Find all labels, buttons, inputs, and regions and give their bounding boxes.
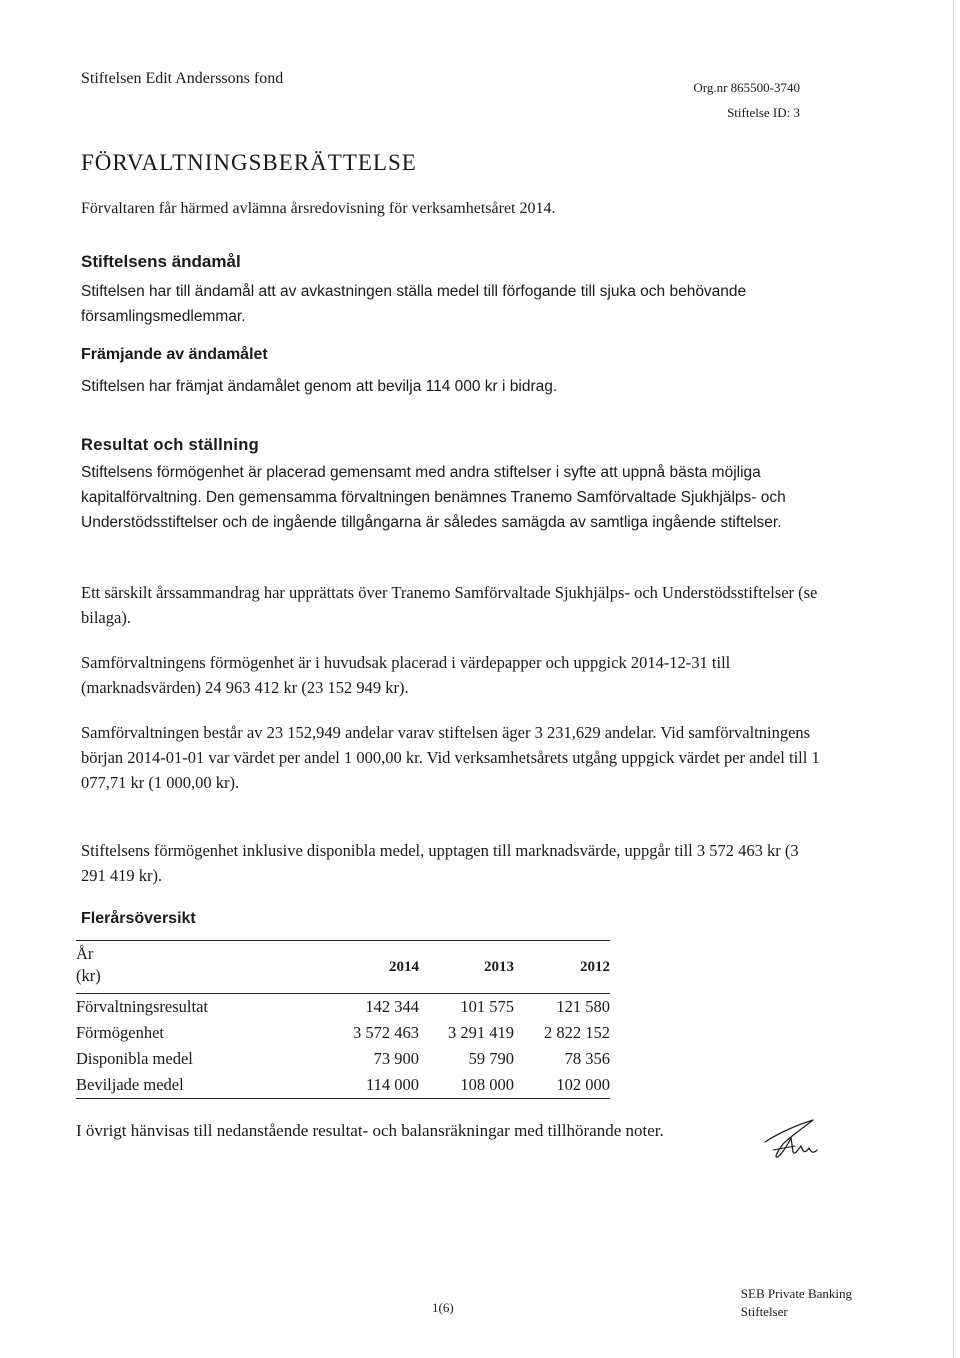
text-framjande: Stiftelsen har främjat ändamålet genom att bevilja 114 000 kr i bidrag.: [81, 378, 558, 395]
row-label: Förmögenhet: [76, 1023, 164, 1042]
row-value: 121 580: [556, 997, 610, 1016]
bank-department: Stiftelser: [740, 1304, 788, 1319]
foundation-name: Stiftelsen Edit Anderssons fond: [81, 70, 284, 87]
row-value: 3 572 463: [353, 1023, 419, 1042]
row-label: Disponibla medel: [76, 1049, 193, 1068]
heading-resultat: Resultat och ställning: [81, 436, 260, 454]
header-label-unit: (kr): [76, 966, 101, 985]
handwritten-signature: [755, 1112, 825, 1172]
row-label: Beviljade medel: [76, 1072, 309, 1099]
text-andamal: Stiftelsen har till ändamål att av avkastningen ställa medel till förfogande till sjuka och behövande församlingsmedlemmar.: [81, 283, 747, 325]
closing-text: I övrigt hänvisas till nedanstående resultat- och balansräkningar med tillhörande noter.: [76, 1121, 664, 1140]
table-row: [76, 1046, 610, 1072]
row-value: 3 291 419: [448, 1023, 514, 1042]
heading-flerars: Flerårsöversikt: [81, 910, 196, 927]
text-resultat-1: Stiftelsens förmögenhet är placerad gemensamt med andra stiftelser i syfte att uppnå bästa möjliga kapitalförvaltning. Den gemensamma förvaltningen benämnes Tranemo Samförvaltade Sjukhjälps- och Understödsstiftelser och de ingående tillgångarna är således samägda av samtliga ingående stiftelser.: [81, 464, 786, 531]
row-value: 102 000: [514, 1072, 610, 1099]
heading-andamal: Stiftelsens ändamål: [81, 252, 241, 271]
bank-footer: [741, 1285, 852, 1321]
bank-name: SEB Private Banking: [740, 1286, 852, 1301]
stiftelse-id: Stiftelse ID: 3: [727, 105, 800, 120]
row-value: 73 900: [373, 1049, 419, 1068]
table-row: [76, 994, 610, 1021]
text-resultat-4: Samförvaltningen består av 23 152,949 andelar varav stiftelsen äger 3 231,629 andelar. Vid samförvaltningens början 2014-01-01 var värdet per andel 1 000,00 kr. Vid verksamhetsårets utgång uppgick värdet per andel till 1 077,71 kr (1 000,00 kr).: [81, 723, 820, 792]
row-value: 2 822 152: [544, 1023, 610, 1042]
heading-framjande: Främjande av ändamålet: [81, 346, 268, 363]
row-value: 101 575: [460, 997, 514, 1016]
row-value: 114 000: [309, 1072, 419, 1099]
table-row: [76, 1020, 610, 1046]
page-number: 1(6): [432, 1300, 454, 1315]
table-header-row: [76, 941, 610, 994]
multi-year-table: [76, 940, 610, 1099]
header-label-year: År: [76, 944, 94, 963]
row-label: Förvaltningsresultat: [76, 997, 208, 1016]
row-value: 78 356: [564, 1049, 610, 1068]
page-title: FÖRVALTNINGSBERÄTTELSE: [81, 150, 417, 175]
header-label: [76, 941, 309, 994]
intro-text: Förvaltaren får härmed avlämna årsredovisning för verksamhetsåret 2014.: [81, 200, 556, 217]
org-number: Org.nr 865500-3740: [693, 80, 800, 95]
header-year: 2014: [309, 941, 419, 994]
row-value: 108 000: [419, 1072, 514, 1099]
header-year: 2013: [419, 941, 514, 994]
text-resultat-2: Ett särskilt årssammandrag har upprättats över Tranemo Samförvaltade Sjukhjälps- och Understödsstiftelser (se bilaga).: [81, 583, 818, 627]
header-year: 2012: [514, 941, 610, 994]
row-value: 142 344: [365, 997, 419, 1016]
text-resultat-3: Samförvaltningens förmögenhet är i huvudsak placerad i värdepapper och uppgick 2014-12-31 till (marknadsvärden) 24 963 412 kr (23 152 949 kr).: [81, 653, 731, 697]
table-row: [76, 1072, 610, 1099]
row-value: 59 790: [468, 1049, 514, 1068]
page-edge: [953, 0, 954, 1358]
text-resultat-5: Stiftelsens förmögenhet inklusive disponibla medel, upptagen till marknadsvärde, uppgår till 3 572 463 kr (3 291 419 kr).: [81, 841, 799, 885]
